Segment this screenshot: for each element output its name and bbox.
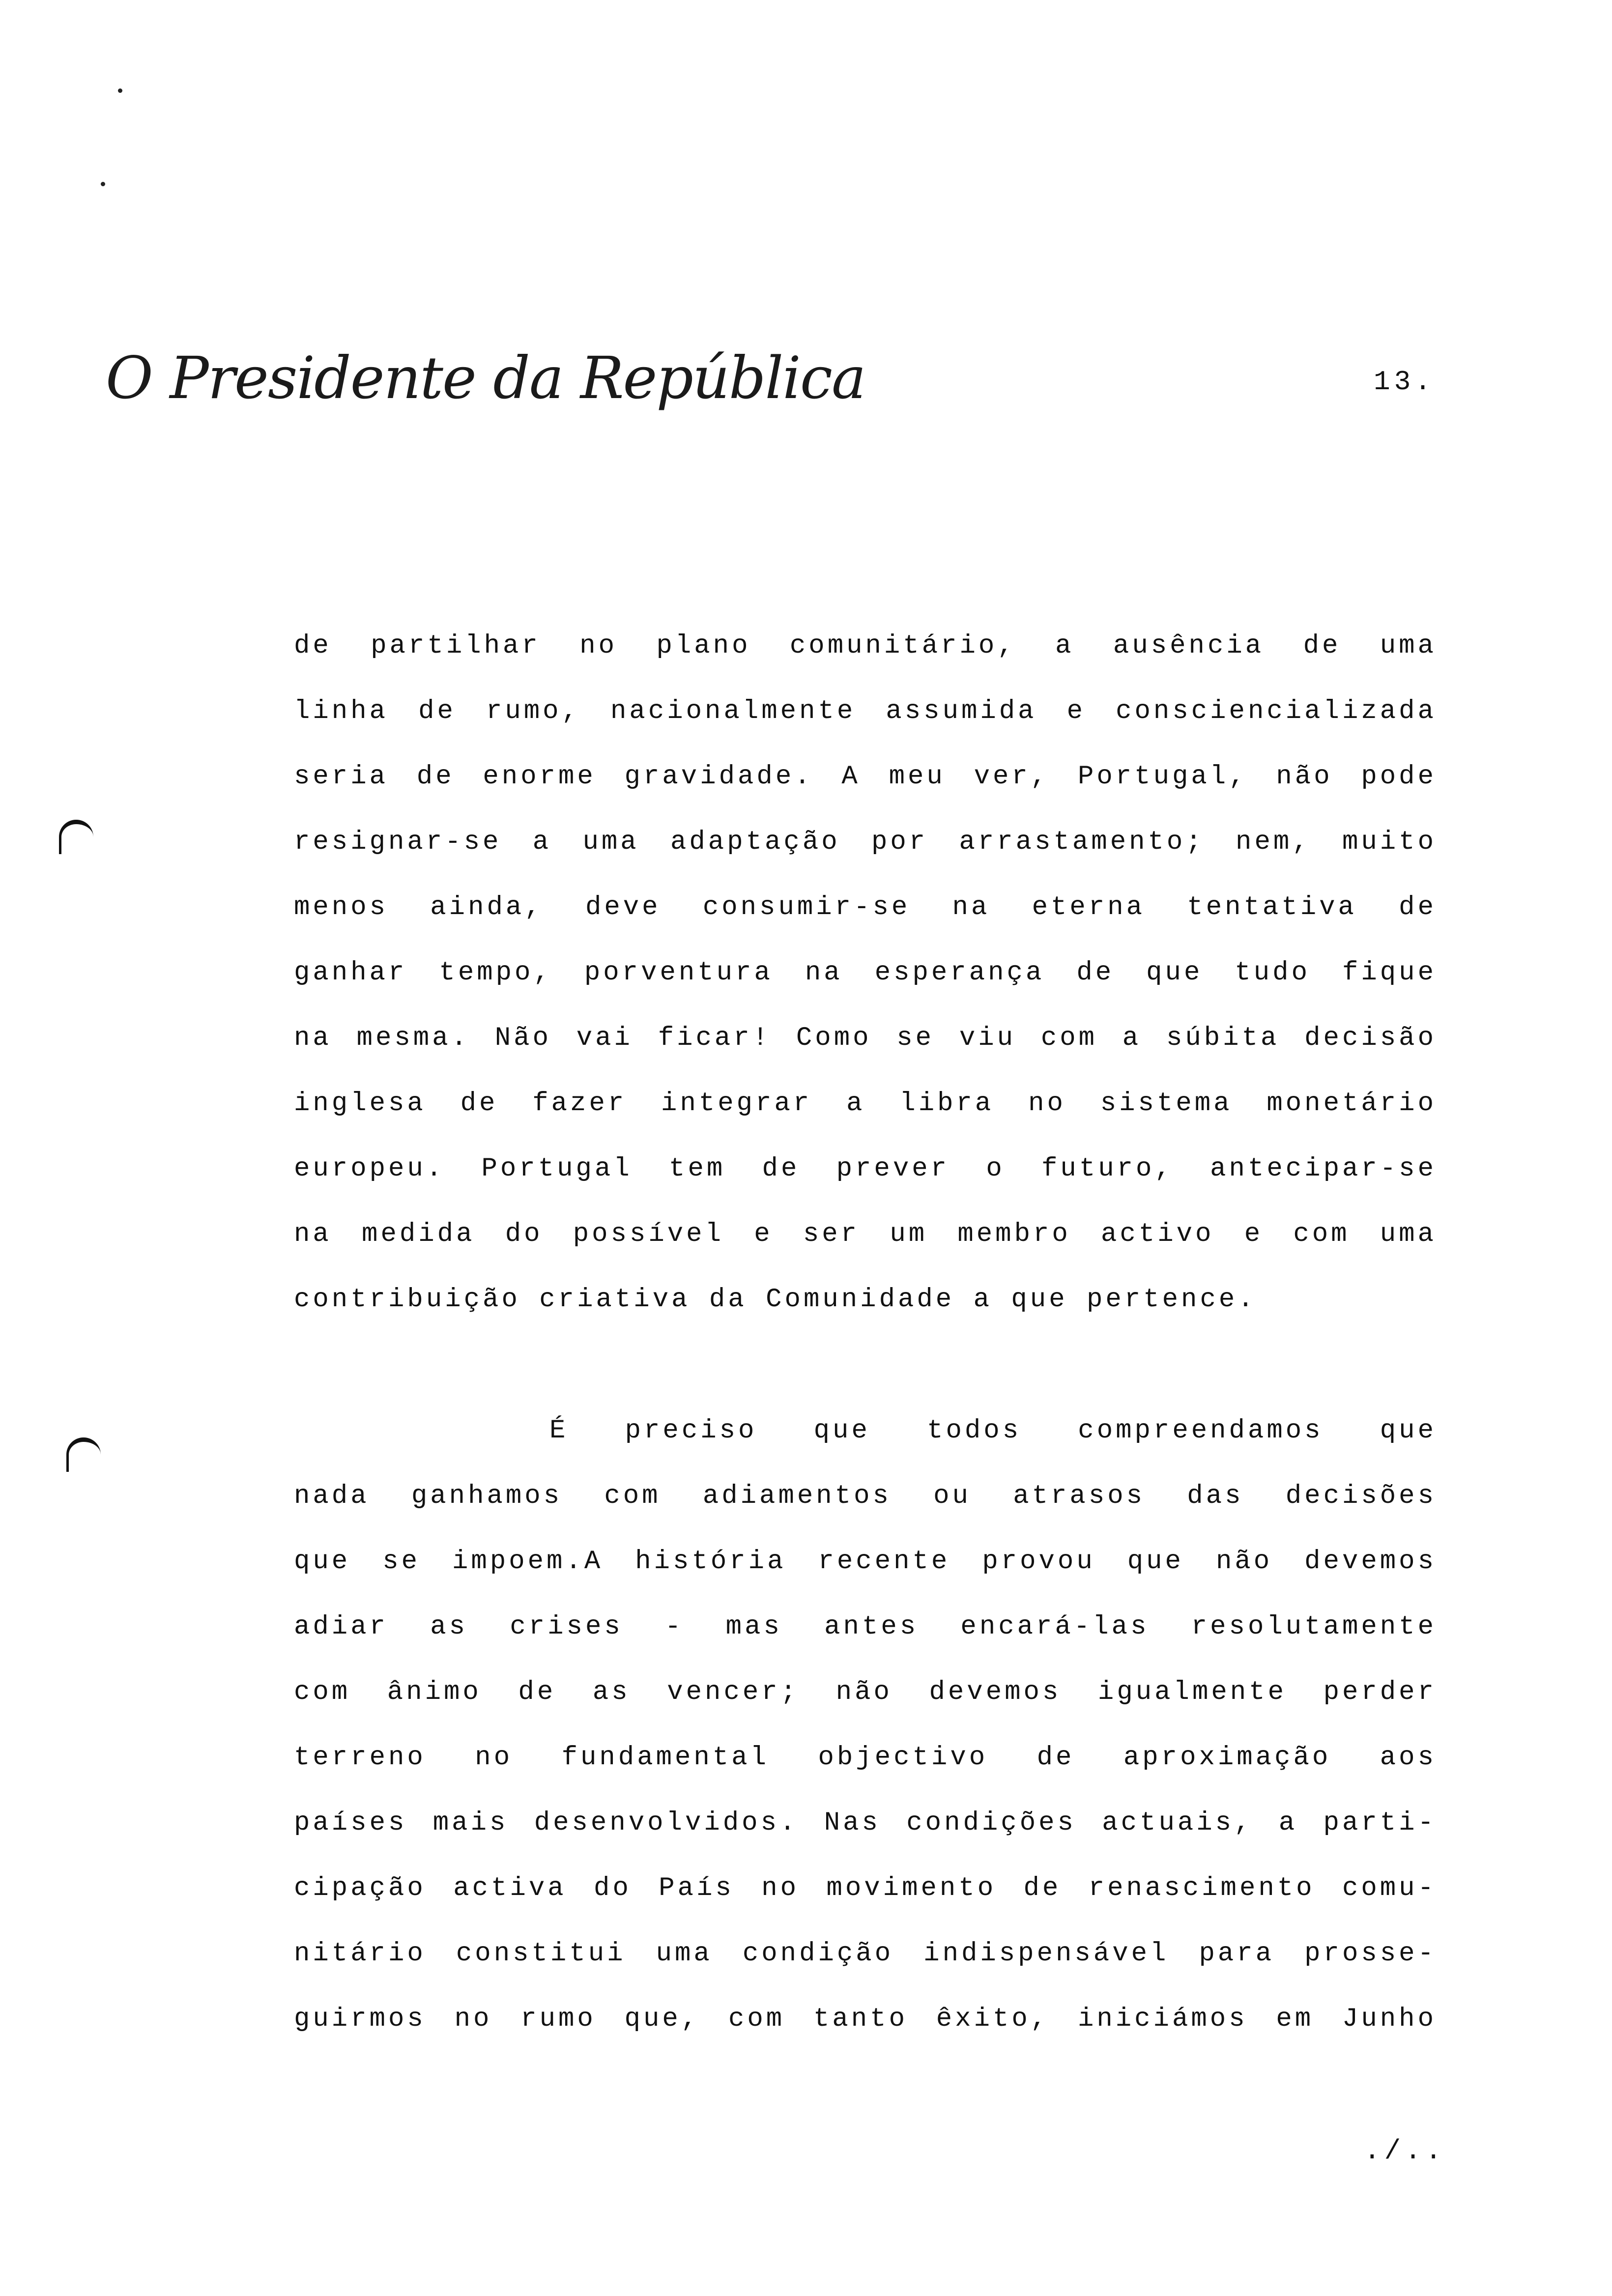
text-line: contribuição criativa da Comunidade a que pertence. (294, 1285, 1257, 1315)
text-line: guirmos no rumo que, com tanto êxito, iniciámos em Junho (294, 2004, 1437, 2034)
text-line: seria de enorme gravidade. A meu ver, Portugal, não pode (294, 762, 1437, 792)
text-line: países mais desenvolvidos. Nas condições actuais, a parti- (294, 1808, 1437, 1838)
text-line: que se impoem.A história recente provou que não devemos (294, 1547, 1437, 1577)
paragraph-1 (294, 613, 1437, 1332)
paragraph-2 (294, 1398, 1437, 2052)
text-line: terreno no fundamental objectivo de aproximação aos (294, 1743, 1437, 1773)
text-line: de partilhar no plano comunitário, a ausência de uma (294, 631, 1437, 661)
text-line: europeu. Portugal tem de prever o futuro, antecipar-se (294, 1154, 1437, 1184)
text-line: cipação activa do País no movimento de renascimento comu- (294, 1873, 1437, 1903)
text-line: menos ainda, deve consumir-se na eterna tentativa de (294, 892, 1437, 922)
text-line: inglesa de fazer integrar a libra no sistema monetário (294, 1089, 1437, 1119)
text-line: na medida do possível e ser um membro activo e com uma (294, 1219, 1437, 1249)
margin-mark-icon (59, 820, 93, 854)
text-line: nitário constitui uma condição indispensável para prosse- (294, 1939, 1437, 1969)
text-line: com ânimo de as vencer; não devemos igualmente perder (294, 1677, 1437, 1707)
text-line: adiar as crises - mas antes encará-las resolutamente (294, 1612, 1437, 1642)
scan-speck (101, 182, 105, 186)
letterhead-signature: O Presidente da República (106, 344, 865, 412)
text-line: É preciso que todos compreendamos que (549, 1416, 1437, 1446)
continuation-mark: ./.. (1364, 2135, 1446, 2167)
text-line: linha de rumo, nacionalmente assumida e consciencializada (294, 696, 1437, 726)
text-line: resignar-se a uma adaptação por arrastamento; nem, muito (294, 827, 1437, 857)
text-line: na mesma. Não vai ficar! Como se viu com a súbita decisão (294, 1023, 1437, 1053)
text-line: ganhar tempo, porventura na esperança de que tudo fique (294, 958, 1437, 988)
page-number: 13. (1374, 366, 1435, 398)
text-line: nada ganhamos com adiamentos ou atrasos das decisões (294, 1481, 1437, 1511)
scan-speck (118, 88, 122, 93)
margin-mark-icon (66, 1437, 101, 1472)
